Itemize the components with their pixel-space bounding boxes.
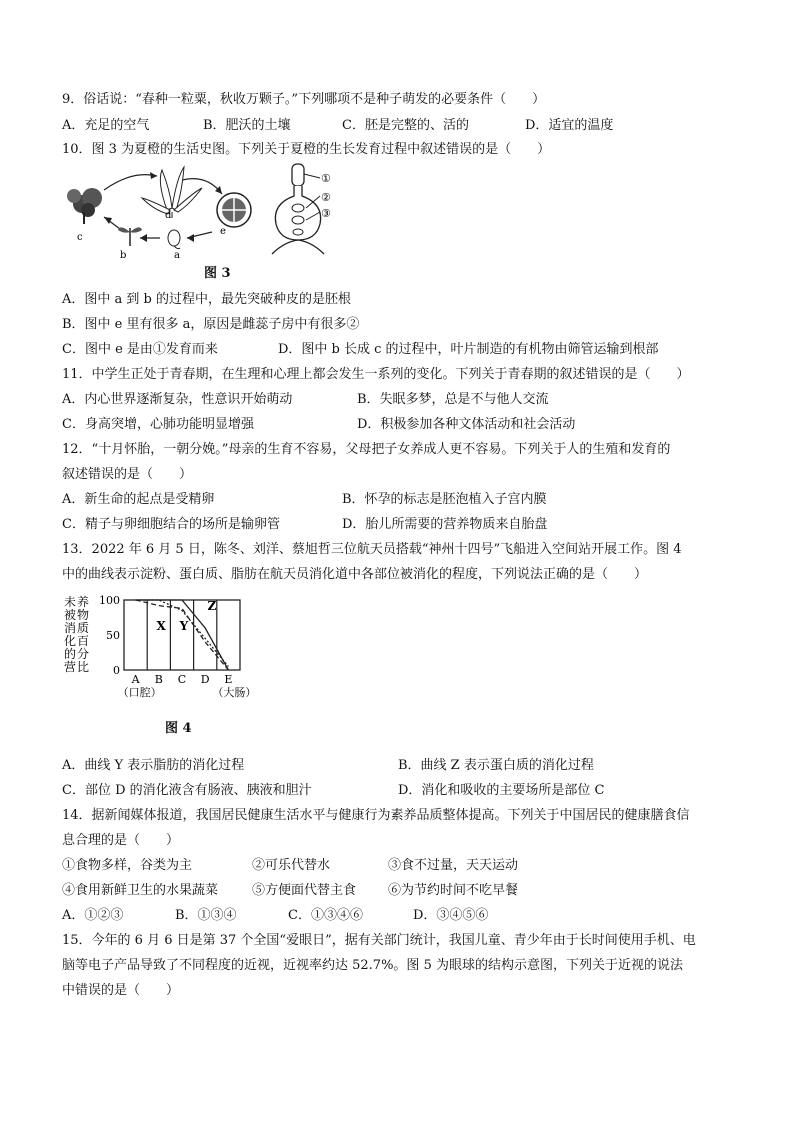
q13-stem-line1: 13．2022 年 6 月 5 日，陈冬、刘洋、蔡旭哲三位航天员搭载“神州十四号”飞船进入空间站开展工作。图 4 <box>62 542 682 557</box>
ylabel-char: 未 <box>64 595 77 609</box>
x-tick-label-D: D <box>200 673 210 686</box>
q15-stem-line2: 脑等电子产品导致了不同程度的近视，近视率约达 52.7%。图 5 为眼球的结构示意图，下列关于近视的说法 <box>62 958 683 973</box>
q12-option-a: A．新生命的起点是受精卵 <box>62 492 215 507</box>
q10-option-b: B．图中 e 里有很多 a，原因是雌蕊子房中有很多② <box>62 317 360 332</box>
figure-4-label: 图 4 <box>165 721 192 736</box>
series-label-X: X <box>156 619 166 633</box>
x-tick-label-B: B <box>154 673 163 686</box>
q12-option-d: D．胎儿所需要的营养物质来自胎盘 <box>342 517 548 532</box>
x-tick-label-A: A <box>131 673 140 686</box>
q12-stem-line2: 叙述错误的是（ ） <box>62 467 193 482</box>
seed-icon <box>168 230 180 249</box>
q13-stem-line2: 中的曲线表示淀粉、蛋白质、脂肪在航天员消化道中各部位被消化的程度，下列说法正确的是（ ） <box>62 567 648 582</box>
y-tick-label: 0 <box>113 664 120 677</box>
q12-stem-line1: 12．“十月怀胎，一朝分娩。”母亲的生育不容易，父母把子女养成人更不容易。下列关于人的生殖和发育的 <box>62 442 671 457</box>
q14-item-3: ③食不过量，天天运动 <box>388 858 519 873</box>
letter-d: d <box>165 210 172 221</box>
fruit-icon <box>217 193 251 227</box>
part-2: ② <box>321 191 331 204</box>
tree-icon <box>67 188 102 224</box>
x-note-E: （大肠） <box>212 686 257 699</box>
ylabel-char: 被 <box>64 608 77 622</box>
letter-b: b <box>120 250 127 261</box>
q11-stem: 11．中学生正处于青春期，在生理和心理上都会发生一系列的变化。下列关于青春期的叙述错误的是（ ） <box>62 367 690 382</box>
y-tick-label: 50 <box>106 629 120 642</box>
ylabel-char: 百 <box>77 634 90 648</box>
q11-option-b: B．失眠多梦，总是不与他人交流 <box>357 392 549 407</box>
q13-option-a: A．曲线 Y 表示脂肪的消化过程 <box>62 758 245 773</box>
x-tick-label-E: E <box>224 673 233 686</box>
q9-stem: 9．俗话说：“春种一粒粟，秋收万颗子。”下列哪项不是种子萌发的必要条件（ ） <box>62 92 546 107</box>
ylabel-char: 营 <box>64 660 77 674</box>
letter-e: e <box>220 226 226 237</box>
x-tick-label-C: C <box>177 673 187 686</box>
ylabel-char: 质 <box>77 621 90 635</box>
q14-option-d: D．③④⑤⑥ <box>413 908 489 923</box>
q15-stem-line3: 中错误的是（ ） <box>62 983 180 998</box>
ylabel-char: 消 <box>64 621 77 635</box>
series-label-Z: Z <box>207 599 217 613</box>
ylabel-char: 物 <box>77 608 90 622</box>
x-note-A: （口腔） <box>117 686 162 699</box>
y-tick-label: 100 <box>99 594 120 607</box>
q14-item-1: ①食物多样，谷类为主 <box>62 858 193 873</box>
q14-item-2: ②可乐代替水 <box>252 858 331 873</box>
q9-option-a: A．充足的空气 <box>62 118 150 133</box>
q14-item-4: ④食用新鲜卫生的水果蔬菜 <box>62 883 219 898</box>
q10-stem: 10．图 3 为夏橙的生活史图。下列关于夏橙的生长发育过程中叙述错误的是（ ） <box>62 142 551 157</box>
pistil-diagram <box>272 164 324 254</box>
ylabel-char: 的 <box>64 647 77 661</box>
q10-option-a: A．图中 a 到 b 的过程中，最先突破种皮的是胚根 <box>62 292 351 307</box>
q14-option-b: B．①③④ <box>175 908 237 923</box>
q13-option-d: D．消化和吸收的主要场所是部位 C <box>398 783 605 798</box>
figure-4-digestion-chart <box>62 592 272 702</box>
series-label-Y: Y <box>179 619 189 633</box>
q12-option-b: B．怀孕的标志是胚泡植入子宫内膜 <box>342 492 547 507</box>
q11-option-a: A．内心世界逐渐复杂，性意识开始萌动 <box>62 392 293 407</box>
q9-option-b: B．肥沃的土壤 <box>203 118 291 133</box>
q10-option-c: C．图中 e 是由①发育而来 <box>62 342 218 357</box>
q14-stem-line2: 息合理的是（ ） <box>62 833 180 848</box>
part-3: ③ <box>321 207 331 220</box>
ylabel-char: 养 <box>77 595 90 609</box>
q11-option-d: D．积极参加各种文体活动和社会活动 <box>357 417 576 432</box>
figure-3-label: 图 3 <box>204 266 231 281</box>
q14-item-6: ⑥为节约时间不吃早餐 <box>388 883 519 898</box>
ylabel-char: 比 <box>77 660 90 674</box>
q12-option-c: C．精子与卵细胞结合的场所是输卵管 <box>62 517 280 532</box>
q15-stem-line1: 15．今年的 6 月 6 日是第 37 个全国“爱眼日”，据有关部门统计，我国儿童、青少年由于长时间使用手机、电 <box>62 933 696 948</box>
q10-option-d: D．图中 b 长成 c 的过程中，叶片制造的有机物由筛管运输到根部 <box>278 342 659 357</box>
seedling-icon <box>118 227 142 246</box>
part-1: ① <box>321 172 331 185</box>
q9-option-c: C．胚是完整的、活的 <box>342 118 469 133</box>
letter-a: a <box>174 250 180 261</box>
q13-option-c: C．部位 D 的消化液含有肠液、胰液和胆汁 <box>62 783 312 798</box>
q14-item-5: ⑤方便面代替主食 <box>252 883 357 898</box>
letter-c: c <box>77 232 83 243</box>
ylabel-char: 化 <box>64 634 77 648</box>
q10-life-cycle-figure <box>62 162 342 262</box>
q11-option-c: C．身高突增，心肺功能明显增强 <box>62 417 254 432</box>
q14-option-a: A．①②③ <box>62 908 124 923</box>
ylabel-char: 分 <box>77 647 90 661</box>
q14-option-c: C．①③④⑥ <box>288 908 363 923</box>
q13-option-b: B．曲线 Z 表示蛋白质的消化过程 <box>398 758 594 773</box>
q9-option-d: D．适宜的温度 <box>525 118 614 133</box>
q14-stem-line1: 14．据新闻媒体报道，我国居民健康生活水平与健康行为素养品质整体提高。下列关于中国居民的健康膳食信 <box>62 808 690 823</box>
